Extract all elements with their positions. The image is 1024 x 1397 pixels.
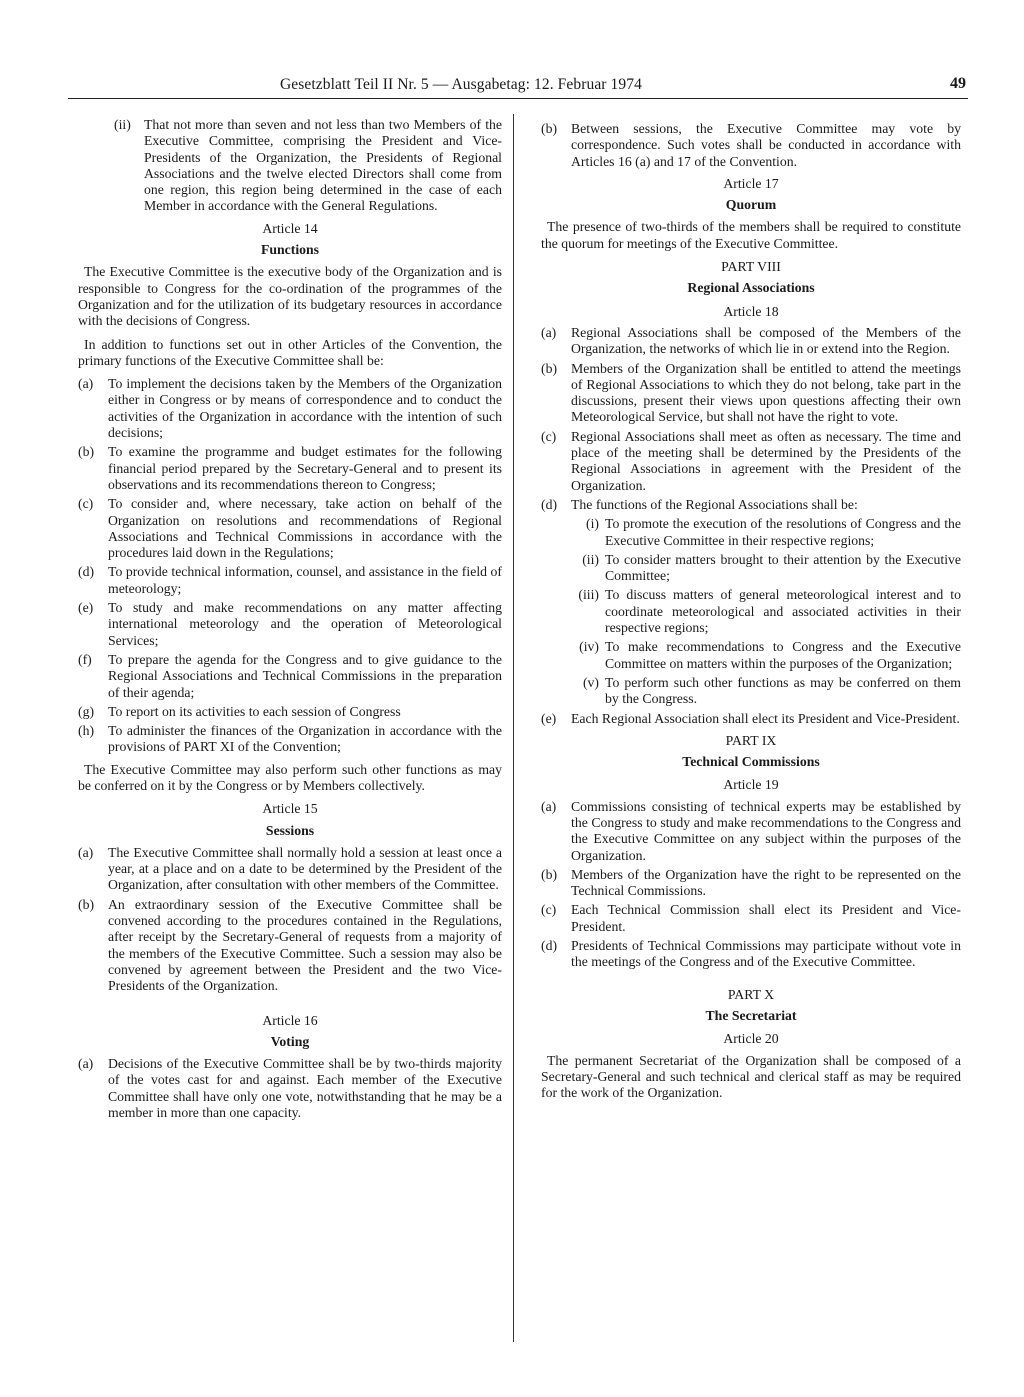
item-label: (c) xyxy=(541,428,557,444)
item-label: (iv) xyxy=(579,639,599,655)
item-label: (b) xyxy=(78,896,95,912)
list-item xyxy=(541,867,961,900)
item-label: (d) xyxy=(541,938,558,954)
article-15-title: Article 15 xyxy=(262,801,318,817)
item-label: (ii) xyxy=(114,117,131,132)
part-8-heading: Regional Associations xyxy=(687,280,815,296)
sub-list-item xyxy=(541,587,961,636)
paragraph: The Executive Committee is the executive body of the Organization and is responsible to Congress for the co-ordination of the programmes of the Organization and for the utilization of its budgetary resources in accordance with the decisions of Congress. xyxy=(78,264,502,329)
list-item xyxy=(541,799,961,864)
column-divider xyxy=(513,114,514,1342)
item-text: Presidents of Technical Commissions may participate without vote in the meetings of the Congress and of the Executive Committee. xyxy=(571,938,961,970)
right-column xyxy=(541,121,961,1108)
item-label: (d) xyxy=(541,496,558,512)
item-text: To discuss matters of general meteorological interest and to coordinate meteorological and associated activities in their respective regions; xyxy=(605,587,961,636)
list-item xyxy=(78,1056,502,1121)
item-text: To perform such other functions as may be conferred on them by the Congress. xyxy=(605,674,961,707)
item-text: To report on its activities to each session of Congress xyxy=(108,703,401,719)
item-label: (v) xyxy=(582,674,599,690)
item-label: (a) xyxy=(78,844,94,860)
list-item xyxy=(78,496,502,561)
item-label: (i) xyxy=(586,516,599,532)
item-label: (c) xyxy=(541,902,557,918)
list-item xyxy=(541,429,961,494)
item-label: (c) xyxy=(78,496,94,512)
list-item xyxy=(541,121,961,170)
article-16-heading: Voting xyxy=(270,1033,310,1049)
item-text: To study and make recommendations on any matter affecting international meteorology and the operation of Meteorological Services; xyxy=(108,600,502,648)
item-text: To consider matters brought to their attention by the Executive Committee; xyxy=(605,551,961,584)
item-label: (e) xyxy=(78,600,94,616)
part-9-title: PART IX xyxy=(725,732,777,748)
header-rule xyxy=(68,98,968,99)
item-label: (a) xyxy=(78,1056,94,1072)
item-text: To consider and, where necessary, take action on behalf of the Organization on resolutions and recommendations of Regional Associations and Technical Commissions in accordance with the procedures laid down in the Regulations; xyxy=(108,496,502,561)
list-item xyxy=(541,361,961,426)
list-item xyxy=(78,897,502,995)
list-item xyxy=(78,652,502,701)
part-10-title: PART X xyxy=(727,986,775,1002)
article-17-heading: Quorum xyxy=(725,197,777,213)
article-18-title: Article 18 xyxy=(723,303,779,319)
item-text: The functions of the Regional Associations shall be: xyxy=(571,496,858,512)
list-item xyxy=(78,564,502,597)
item-text: Between sessions, the Executive Committee may vote by correspondence. Such votes shall be conducted in accordance with Articles 16 (a) and 17 of the Convention. xyxy=(571,121,961,169)
header-title: Gesetzblatt Teil II Nr. 5 — Ausgabetag: 12. Februar 1974 xyxy=(280,76,642,93)
item-label: (e) xyxy=(541,710,557,726)
item-text: To make recommendations to Congress and the Executive Committee on matters within the purposes of the Organization; xyxy=(605,639,961,671)
item-text: Members of the Organization shall be entitled to attend the meetings of Regional Associations to which they do not belong, take part in the discussions, present their views upon questions affecting their own Meteorological Service, but shall not have the right to vote. xyxy=(571,360,961,425)
article-16-title: Article 16 xyxy=(262,1012,318,1028)
item-label: (iii) xyxy=(578,587,599,603)
paragraph: In addition to functions set out in other Articles of the Convention, the primary functions of the Executive Committee shall be: xyxy=(78,336,502,368)
list-item xyxy=(541,938,961,971)
part-10-heading: The Secretariat xyxy=(705,1007,797,1023)
sub-list-item xyxy=(541,639,961,672)
item-text: To examine the programme and budget estimates for the following financial period prepared by the Secretary-General and to present its observations and its recommendations thereon to Congress; xyxy=(108,444,502,492)
item-text: Members of the Organization have the right to be represented on the Technical Commissions. xyxy=(571,866,961,899)
item-label: (b) xyxy=(541,121,558,136)
sub-list-item xyxy=(541,552,961,585)
item-text: To promote the execution of the resolutions of Congress and the Executive Committee in their respective regions; xyxy=(605,516,961,548)
page-number: 49 xyxy=(950,75,966,92)
left-column xyxy=(78,117,502,1124)
list-item xyxy=(78,600,502,649)
item-text: Regional Associations shall meet as often as necessary. The time and place of the meeting shall be determined by the Presidents of the Regional Associations in agreement with the President of the Organization. xyxy=(571,428,961,493)
paragraph: The permanent Secretariat of the Organization shall be composed of a Secretary-General and such technical and clerical staff as may be required for the work of the Organization. xyxy=(541,1052,961,1101)
item-text: That not more than seven and not less than two Members of the Executive Committee, comprising the President and Vice-Presidents of the Organization, the Presidents of Regional Associations and the twelve elected Directors shall come from one region, this region being determined in the case of each Member in accordance with the General Regulations. xyxy=(144,117,502,214)
item-label: (g) xyxy=(78,703,95,719)
item-text: Regional Associations shall be composed of the Members of the Organization, the networks of which lie in or extend into the Region. xyxy=(571,324,961,357)
article-14-title: Article 14 xyxy=(262,220,318,236)
list-item xyxy=(541,902,961,935)
item-text: Each Regional Association shall elect its President and Vice-President. xyxy=(571,710,960,726)
list-item xyxy=(78,117,502,215)
article-15-heading: Sessions xyxy=(265,822,315,838)
item-label: (b) xyxy=(541,360,558,376)
item-text: To prepare the agenda for the Congress and to give guidance to the Regional Associations and Technical Commissions in the preparation of their agenda; xyxy=(108,651,502,700)
item-label: (a) xyxy=(541,324,557,340)
item-label: (b) xyxy=(78,444,95,460)
item-text: Each Technical Commission shall elect its President and Vice-President. xyxy=(571,902,961,934)
item-text: The Executive Committee shall normally hold a session at least once a year, at a place and on a date to be determined by the President of the Organization, after consultation with other members of the Committee. xyxy=(108,844,502,893)
article-17-title: Article 17 xyxy=(723,175,779,191)
article-19-title: Article 19 xyxy=(723,777,779,793)
item-label: (f) xyxy=(78,651,92,667)
part-9-heading: Technical Commissions xyxy=(682,754,820,770)
item-label: (a) xyxy=(78,376,94,392)
item-text: An extraordinary session of the Executive Committee shall be convened according to the procedures contained in the Regulations, after receipt by the Secretary-General of requests from a majority of the members of the Executive Committee. Such a session may also be convened by agreement between the President and the two Vice-Presidents of the Organization. xyxy=(108,896,502,994)
article-14-heading: Functions xyxy=(260,242,320,258)
item-label: (a) xyxy=(541,798,557,814)
list-item xyxy=(541,325,961,358)
item-label: (d) xyxy=(78,564,95,580)
item-text: To administer the finances of the Organization in accordance with the provisions of PART XI of the Convention; xyxy=(108,723,502,755)
item-text: Decisions of the Executive Committee shall be by two-thirds majority of the votes cast for and against. Each member of the Executive Committee shall have only one vote, notwithstanding that he may be a member in more than one capacity. xyxy=(108,1056,502,1121)
item-text: To provide technical information, counsel, and assistance in the field of meteorology; xyxy=(108,564,502,596)
list-item xyxy=(78,376,502,441)
item-label: (b) xyxy=(541,866,558,882)
page-header xyxy=(68,74,968,100)
sub-list-item xyxy=(541,516,961,549)
item-label: (h) xyxy=(78,723,95,739)
article-20-title: Article 20 xyxy=(723,1031,779,1047)
item-text: Commissions consisting of technical experts may be established by the Congress to study and make recommendations to the Congress and the Executive Committee on any subject within the purposes of the Organization. xyxy=(571,798,961,863)
list-item xyxy=(541,497,961,513)
item-label: (ii) xyxy=(582,551,599,567)
list-item xyxy=(78,845,502,894)
paragraph: The presence of two-thirds of the members shall be required to constitute the quorum for meetings of the Executive Committee. xyxy=(541,219,961,251)
list-item xyxy=(78,704,502,720)
item-text: To implement the decisions taken by the Members of the Organization either in Congress or by means of correspondence and to conduct the activities of the Organization in accordance with the intention of such decisions; xyxy=(108,376,502,441)
part-8-title: PART VIII xyxy=(721,259,781,275)
list-item xyxy=(78,444,502,493)
sub-list-item xyxy=(541,675,961,708)
list-item xyxy=(541,711,961,727)
list-item xyxy=(78,723,502,756)
paragraph: The Executive Committee may also perform such other functions as may be conferred on it by the Congress or by Members collectively. xyxy=(78,761,502,793)
